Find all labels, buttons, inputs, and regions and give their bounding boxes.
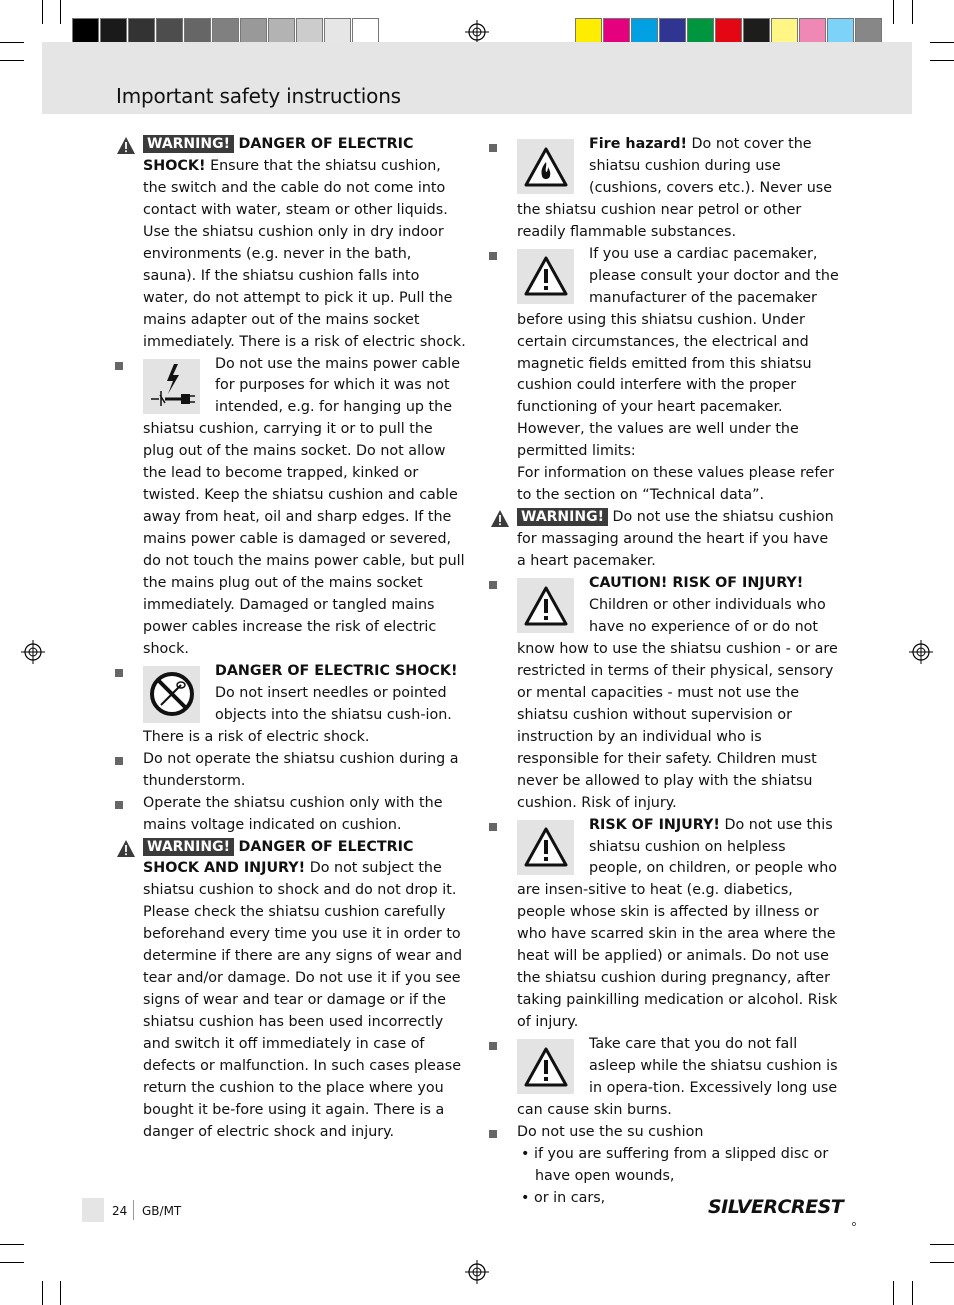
damaged-cable-icon	[147, 361, 197, 411]
icon-box	[143, 666, 200, 723]
bullet	[489, 823, 497, 831]
hazard-heading: DANGER OF ELECTRIC SHOCK AND INJURY!	[143, 838, 414, 877]
bullet	[115, 669, 123, 677]
crop-mark	[0, 60, 24, 61]
crop-mark	[60, 0, 61, 24]
list-item-injury	[517, 815, 841, 1035]
paragraph-text: Do not use the su cushion	[517, 1123, 704, 1140]
warning-electric-shock-2	[143, 837, 467, 1144]
paragraph-text: Operate the shiatsu cushion only with the mains voltage indicated on cushion.	[143, 794, 443, 833]
bullet	[115, 362, 123, 370]
paragraph-text: Take care that you do not fall asleep while the shiatsu cushion is in opera-tion. Excessively long use can cause skin burns.	[517, 1036, 838, 1118]
paragraph-text: Do not insert needles or pointed objects into the shiatsu cush-ion. There is a risk of electric shock.	[143, 684, 452, 745]
icon-box	[517, 139, 574, 194]
list-item-voltage	[143, 793, 467, 837]
hazard-heading: DANGER OF ELECTRIC SHOCK!	[215, 662, 458, 679]
list-item-fire	[517, 134, 841, 244]
paragraph-text: Do not cover the shiatsu cushion during use (cushions, covers etc.). Never use the shiatsu cushion near petrol or other readily flammable substances.	[517, 136, 833, 240]
bullet	[489, 252, 497, 260]
crop-mark	[893, 0, 894, 24]
warning-icon	[523, 826, 569, 868]
paragraph-text: If you use a cardiac pacemaker, please consult your doctor and the manufacturer of the pacemaker before using this shiatsu cushion. Under certain circumstances, the electrical and magnetic fields emitted from this shiatsu cushion could interfere with the proper functioning of your heart pacemaker. However, the values are well under the permitted limits:	[517, 245, 839, 460]
paragraph-text: Do not subject the shiatsu cushion to shock and do not drop it. Please check the shiatsu cushion carefully beforehand every time you use it in order to determine if there are any signs of wear and tear and/or damage. Do not use it if you see signs of wear and tear or damage or if the shiatsu cushion has been used incorrectly and switch it off immediately in case of defects or malfunction. In such cases please return the cushion to the place where you bought it be-fore using it again. There is a danger of electric shock and injury.	[143, 860, 463, 1140]
hazard-heading: Fire hazard!	[589, 136, 687, 152]
list-item-asleep	[517, 1034, 841, 1122]
crop-mark	[0, 42, 24, 43]
crop-mark	[930, 42, 954, 43]
warning-electric-shock-1	[143, 134, 467, 354]
warning-triangle-icon	[490, 509, 510, 529]
registration-mark-icon	[465, 20, 489, 44]
crop-mark	[930, 1262, 954, 1263]
page-number: 24	[112, 1204, 128, 1218]
hazard-heading: DANGER OF ELECTRIC SHOCK!	[143, 136, 414, 174]
warning-badge: WARNING!	[143, 135, 234, 153]
warning-badge: WARNING!	[143, 838, 234, 856]
crop-mark	[0, 1244, 24, 1245]
sub-list-item: • if you are suffering from a slipped disc or have open wounds,	[521, 1145, 829, 1184]
warning-badge: WARNING!	[517, 508, 608, 526]
crop-mark	[893, 1281, 894, 1305]
crop-mark	[912, 0, 913, 24]
warning-triangle-icon	[116, 839, 136, 859]
icon-box	[517, 578, 574, 633]
icon-box	[517, 1039, 574, 1094]
list-item-thunderstorm	[143, 749, 467, 793]
list-item-caution	[517, 573, 841, 814]
bullet	[489, 581, 497, 589]
crop-mark	[930, 60, 954, 61]
hazard-heading: RISK OF INJURY!	[589, 816, 720, 833]
crop-mark	[60, 1281, 61, 1305]
bullet	[115, 801, 123, 809]
bullet	[489, 1042, 497, 1050]
hazard-heading: CAUTION! RISK OF INJURY!	[589, 575, 804, 592]
registration-mark-icon	[21, 640, 45, 664]
bullet	[115, 757, 123, 765]
paragraph-text: Do not operate the shiatsu cushion during a thunderstorm.	[143, 750, 459, 789]
crop-mark	[42, 1281, 43, 1305]
icon-box	[517, 820, 574, 875]
warning-icon	[523, 1046, 569, 1088]
no-needles-icon	[147, 669, 197, 719]
right-column	[517, 134, 841, 1210]
list-item-pacemaker	[517, 244, 841, 507]
paragraph-text: Children or other individuals who have no experience of or do not know how to use the shiatsu cushion - or are restricted in terms of their physical, sensory or mental capacities - must not use the shiatsu cushion without supervision or instruction by an individual who is responsible for their safety. Children must never be allowed to play with the shiatsu cushion. Risk of injury.	[517, 597, 838, 811]
page-title: Important safety instructions	[116, 84, 401, 108]
registration-mark-icon	[909, 640, 933, 664]
list-item-needles	[143, 661, 467, 749]
bullet	[489, 1130, 497, 1138]
sub-list-item: • or in cars,	[521, 1189, 606, 1206]
bullet	[489, 144, 497, 152]
left-column	[143, 134, 467, 1144]
page-number-box	[82, 1198, 104, 1222]
warning-triangle-icon	[116, 136, 136, 156]
language-code: GB/MT	[142, 1204, 182, 1218]
brand-logo: SILVERCREST	[708, 1196, 844, 1218]
warning-icon	[523, 585, 569, 627]
crop-mark	[912, 1281, 913, 1305]
warning-pacemaker	[517, 507, 841, 573]
paragraph-text: For information on these values please refer to the section on “Technical data”.	[517, 465, 835, 504]
list-item-cable	[143, 354, 467, 661]
crop-mark	[42, 0, 43, 24]
footer-divider	[133, 1200, 134, 1220]
paragraph-text: Do not use the mains power cable for purposes for which it was not intended, e.g. for hanging up the shiatsu cushion, carrying it or to pull the plug out of the mains socket. Do not allow the lead to become trapped, kinked or twisted. Keep the shiatsu cushion and cable away from heat, oil and sharp edges. If the mains power cable is damaged or severed, do not touch the mains power cable, but pull the mains plug out of the mains socket immediately. Damaged or tangled mains power cables increase the risk of electric shock.	[143, 355, 465, 657]
paragraph-text: Do not use this shiatsu cushion on helpless people, on children, or people who are insen-sitive to heat (e.g. diabetics, people whose skin is affected by illness or who have scarred skin in the area where the heat will be applied) or animals. Do not use the shiatsu cushion during pregnancy, after taking painkilling medication or alcohol. Risk of injury.	[517, 816, 838, 1031]
registered-mark-icon	[852, 1222, 856, 1226]
crop-mark	[0, 1262, 24, 1263]
paragraph-text: Ensure that the shiatsu cushion, the switch and the cable do not come into contact with water, steam or other liquids. Use the shiatsu cushion only in dry indoor environments (e.g. never in the bath, sauna). If the shiatsu cushion falls into water, do not attempt to pick it up. Pull the mains adapter out of the mains socket immediately. There is a risk of electric shock.	[143, 157, 466, 350]
warning-icon	[523, 255, 569, 297]
icon-box	[143, 359, 200, 414]
crop-mark	[930, 1244, 954, 1245]
paragraph-text: Do not use the shiatsu cushion for massaging around the heart if you have a heart pacemaker.	[517, 509, 834, 570]
fire-hazard-icon	[523, 146, 569, 188]
icon-box	[517, 249, 574, 304]
registration-mark-icon	[465, 1260, 489, 1284]
